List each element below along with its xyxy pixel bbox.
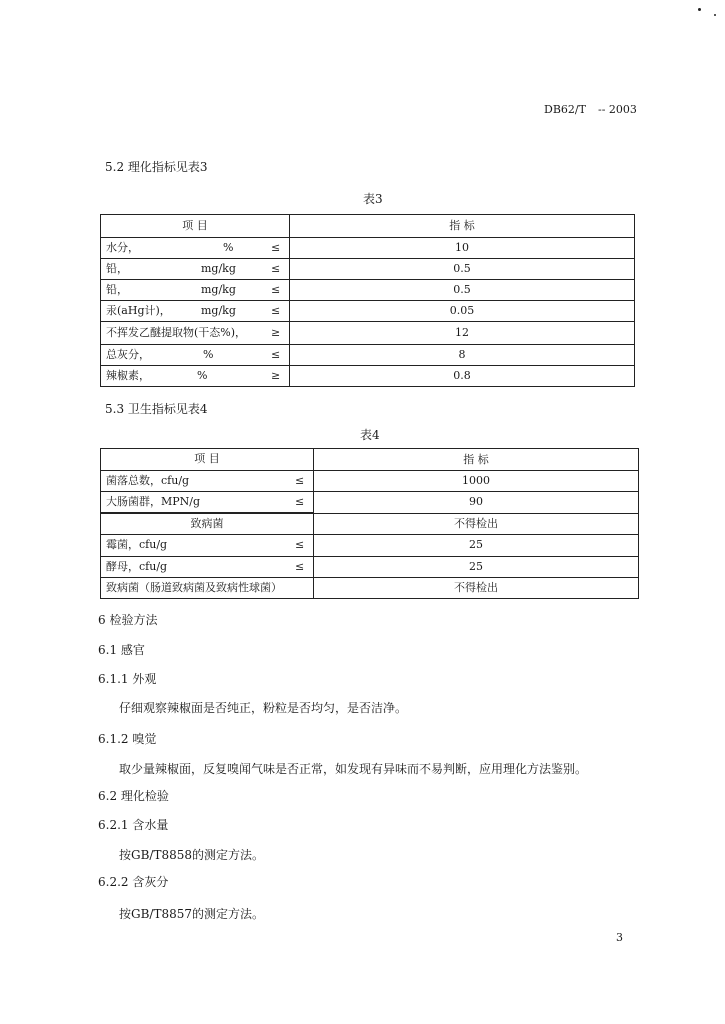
header-standard-code: DB62/T [544, 103, 586, 116]
table-4-header-index: 指 标 [463, 453, 489, 466]
table-4-rule [101, 513, 638, 514]
header-year: -- 2003 [598, 103, 637, 116]
table-4-row-operator: ≤ [295, 474, 305, 487]
table-3-row-unit: % [197, 369, 208, 382]
table-3-rule [101, 365, 634, 366]
table-4-row-value: 25 [469, 538, 483, 551]
table-4-row-value: 1000 [462, 474, 490, 487]
table-4-row-value: 25 [469, 560, 483, 573]
scan-speck [698, 8, 701, 11]
table-3-row-name: 铅， [106, 262, 128, 275]
table-3-row-value: 0.05 [449, 304, 475, 317]
table-3 [100, 214, 635, 387]
table-4-row-value: 不得检出 [454, 517, 498, 530]
table-3-rule [101, 258, 634, 259]
table-3-row-value: 10 [455, 241, 469, 254]
section-6-1-2-text: 取少量辣椒面，反复嗅闻气味是否正常，如发现有异味而不易判断，应用理化方法鉴别。 [119, 762, 588, 776]
table-3-rule [101, 300, 634, 301]
table-4-row-name: 霉菌，cfu/g [106, 538, 168, 551]
table-4-header-item: 项 目 [194, 452, 220, 465]
table-3-rule [101, 321, 634, 322]
table-4-rule [101, 534, 638, 535]
table-3-title: 表3 [363, 192, 383, 206]
table-3-row-value: 8 [458, 348, 466, 361]
table-4-row-value: 90 [469, 495, 483, 508]
section-6-1-1-heading: 6.1.1 外观 [98, 672, 157, 686]
table-3-header-index: 指 标 [449, 219, 475, 232]
section-6-2-1-text: 按GB/T8858的测定方法。 [119, 848, 264, 862]
table-4-row-operator: ≤ [295, 560, 305, 573]
section-6-2-1-heading: 6.2.1 含水量 [98, 818, 169, 832]
section-5-2-heading: 5.2 理化指标见表3 [105, 160, 208, 174]
table-3-row-unit: mg/kg [201, 283, 236, 296]
table-4-rule [101, 556, 638, 557]
table-3-row-name: 不挥发乙醚提取物(干态%)， [106, 326, 247, 339]
table-4-row-operator: ≤ [295, 538, 305, 551]
page-number: 3 [616, 931, 623, 944]
table-3-row-operator: ≤ [271, 348, 281, 361]
table-3-row-name: 总灰分， [106, 348, 150, 361]
table-4-row-operator: ≤ [295, 495, 305, 508]
table-3-row-name: 汞(aHg计)， [106, 304, 171, 317]
section-6-2-heading: 6.2 理化检验 [98, 789, 169, 803]
table-4-row-name: 酵母，cfu/g [106, 560, 168, 573]
table-3-row-operator: ≤ [271, 304, 281, 317]
section-6-heading: 6 检验方法 [98, 613, 158, 627]
table-4-rule [101, 470, 638, 471]
table-4-row-name: 致病菌（肠道致病菌及致病性球菌） [106, 581, 282, 594]
table-3-row-unit: mg/kg [201, 262, 236, 275]
table-3-row-operator: ≤ [271, 283, 281, 296]
table-3-rule [101, 344, 634, 345]
table-4-rule [101, 577, 638, 578]
table-4-title: 表4 [360, 428, 380, 442]
table-3-row-operator: ≤ [271, 262, 281, 275]
table-3-row-name: 辣椒素， [106, 369, 150, 382]
table-3-row-unit: mg/kg [201, 304, 236, 317]
table-3-row-operator: ≤ [271, 241, 281, 254]
section-5-3-heading: 5.3 卫生指标见表4 [105, 402, 208, 416]
table-3-row-value: 0.5 [453, 262, 471, 275]
section-6-1-2-heading: 6.1.2 嗅觉 [98, 732, 157, 746]
table-3-row-unit: % [203, 348, 214, 361]
table-4-row-name: 致病菌 [190, 517, 224, 530]
section-6-1-1-text: 仔细观察辣椒面是否纯正，粉粒是否均匀，是否洁净。 [119, 701, 408, 715]
section-6-2-2-text: 按GB/T8857的测定方法。 [119, 907, 264, 921]
table-3-row-value: 12 [455, 326, 469, 339]
table-3-header-item: 项 目 [182, 219, 208, 232]
scan-speck [714, 14, 716, 16]
table-3-row-value: 0.5 [453, 283, 471, 296]
table-3-row-value: 0.8 [453, 369, 471, 382]
table-3-rule [101, 237, 634, 238]
table-4-rule [101, 491, 638, 492]
section-6-2-2-heading: 6.2.2 含灰分 [98, 875, 169, 889]
section-6-1-heading: 6.1 感官 [98, 643, 145, 657]
table-4 [100, 448, 639, 599]
table-3-rule [101, 279, 634, 280]
table-3-row-name: 水分， [106, 241, 139, 254]
table-3-row-name: 铅， [106, 283, 128, 296]
table-4-row-name: 菌落总数，cfu/g [106, 474, 190, 487]
table-4-row-name: 大肠菌群，MPN/g [106, 495, 201, 508]
table-3-row-operator: ≥ [271, 326, 281, 339]
table-4-row-value: 不得检出 [454, 581, 498, 594]
table-3-row-unit: % [223, 241, 234, 254]
table-3-row-operator: ≥ [271, 369, 281, 382]
